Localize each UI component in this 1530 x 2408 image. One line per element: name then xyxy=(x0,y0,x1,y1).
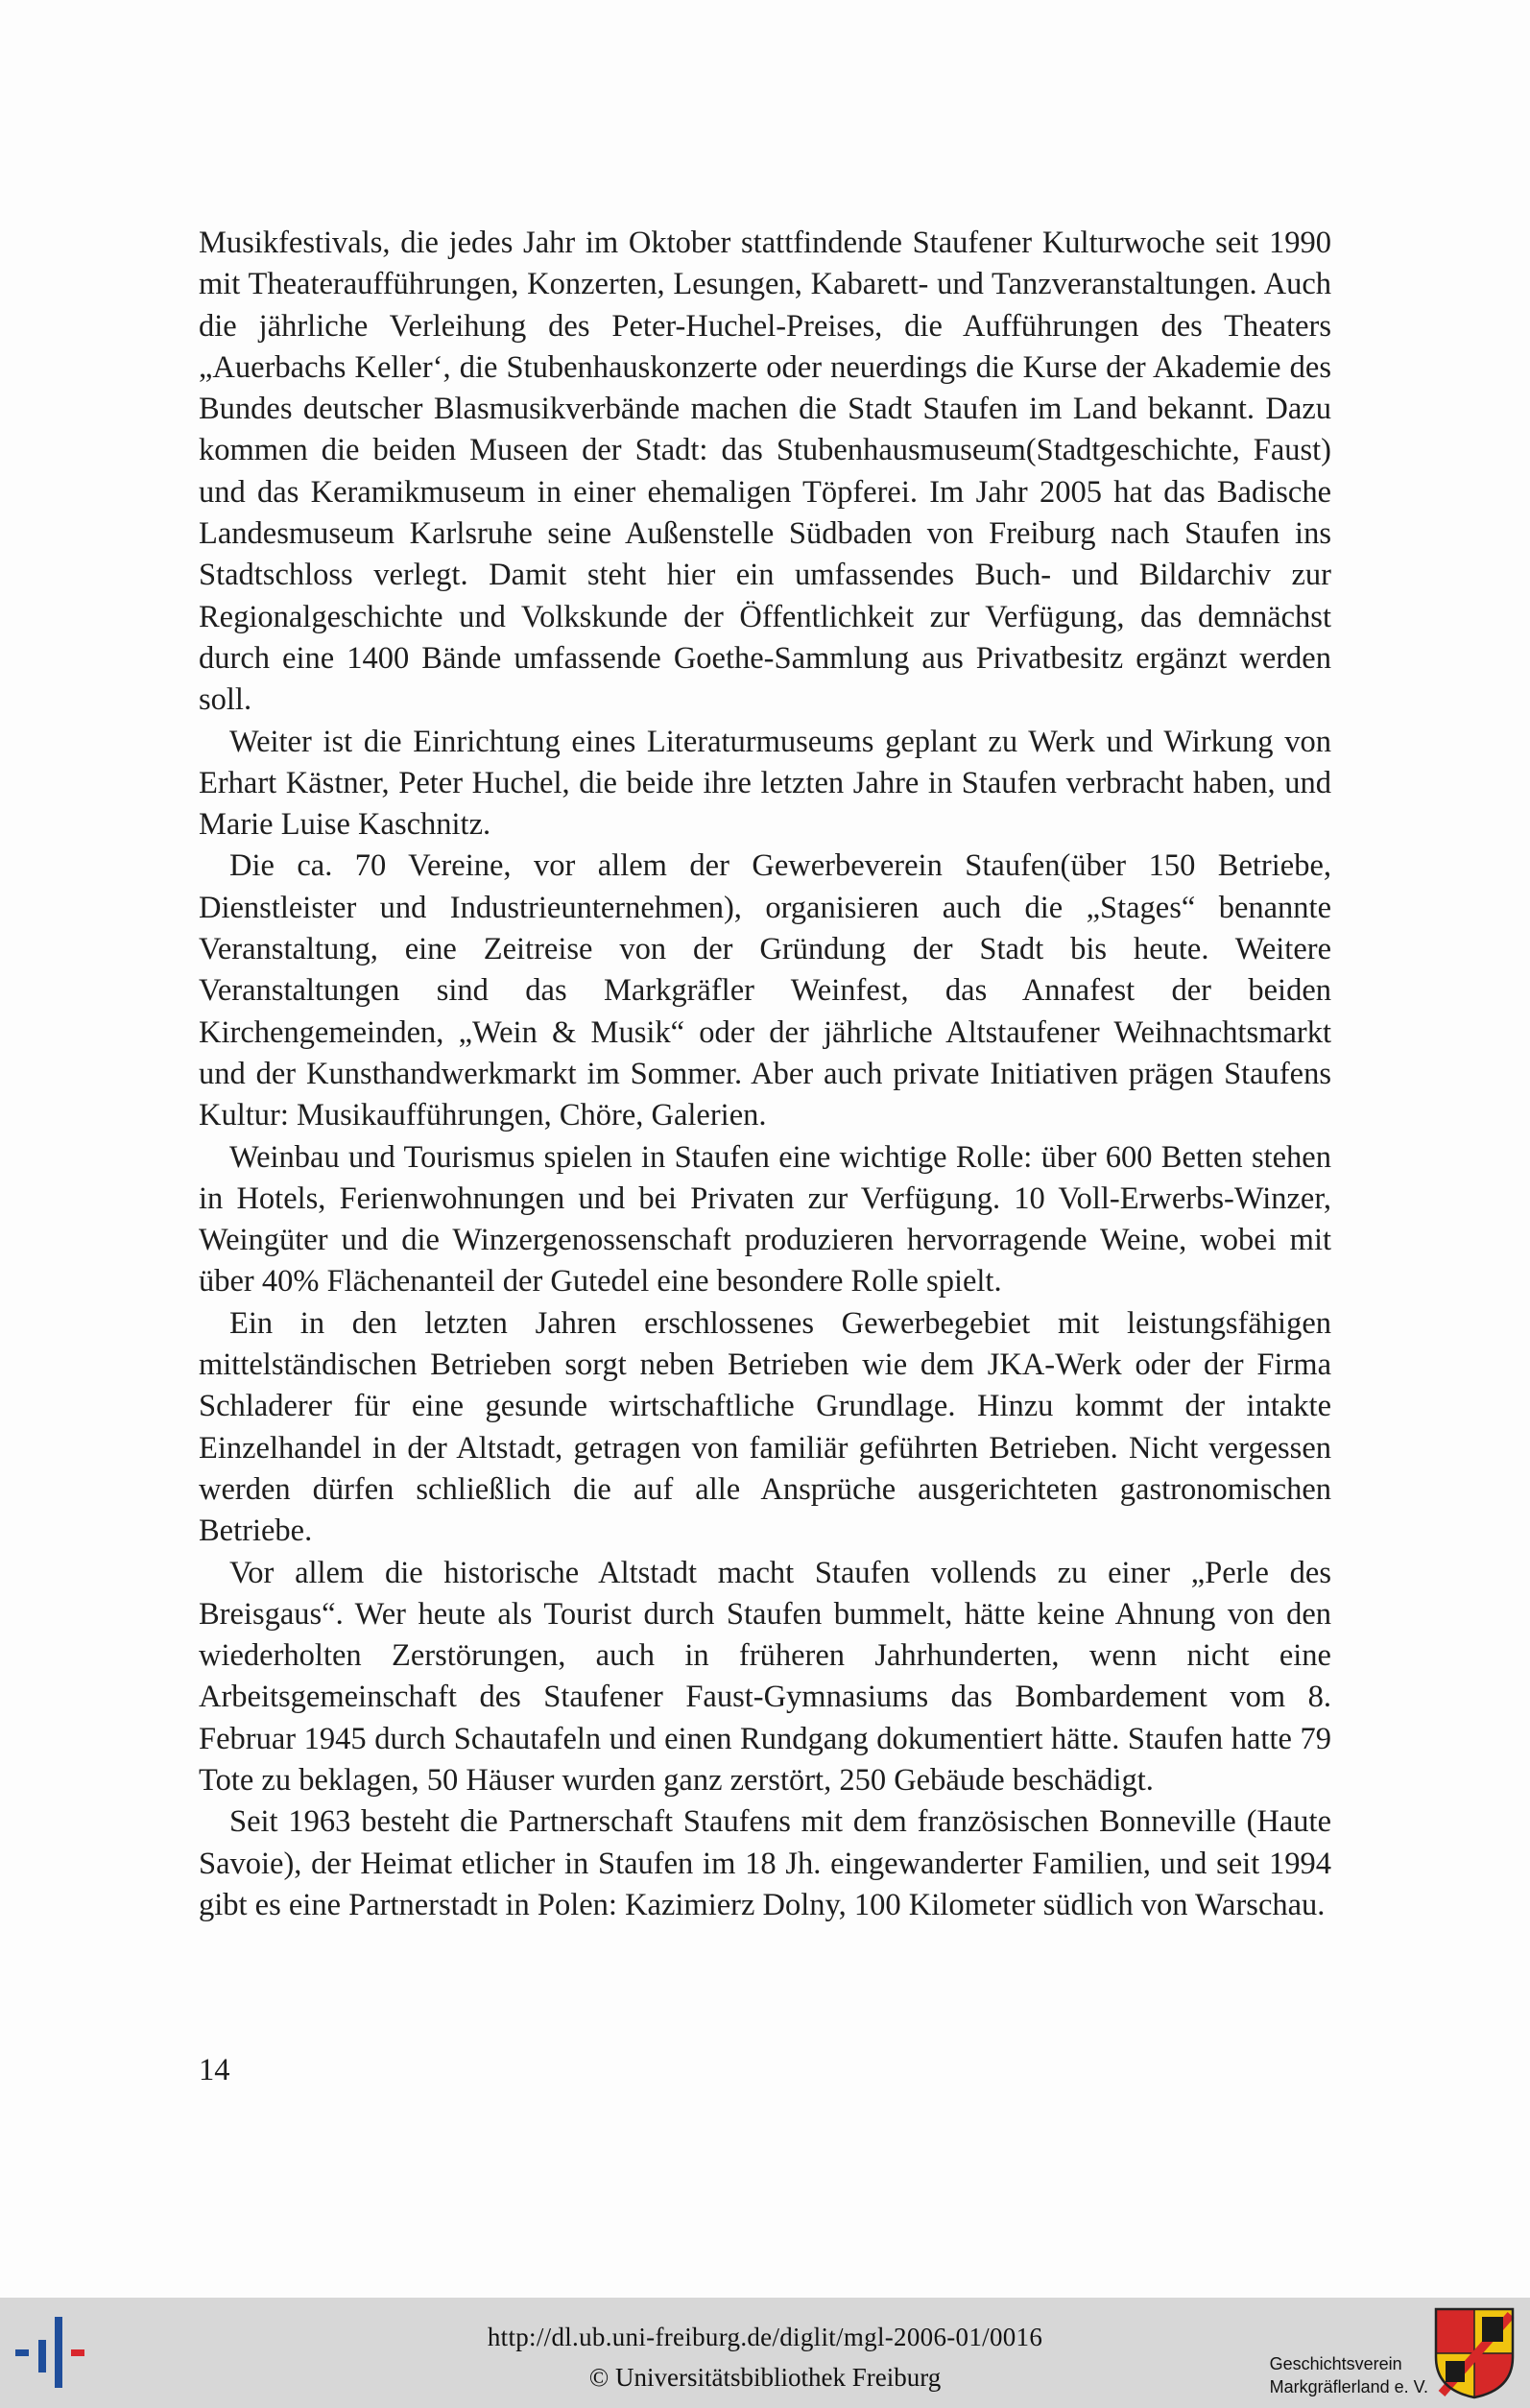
paragraph: Ein in den letzten Jahren erschlossenes Gewerbegebiet mit leistungsfähigen mittelständischen Betrieben sorgt neben Betrieben wie dem JKA-Werk oder der Firma Schladerer für eine gesunde wirtschaftliche Grundlage. Hinzu kommt der intakte Einzelhandel in der Altstadt, getragen von familiär geführten Betrieben. Nicht vergessen werden dürfen schließlich die auf alle Ansprüche ausgerichteten gastronomischen Betriebe. xyxy=(199,1305,1331,1549)
coat-of-arms-icon[interactable] xyxy=(1434,2307,1515,2399)
paragraph: Weiter ist die Einrichtung eines Literaturmuseums geplant zu Werk und Wirkung von Erhart Kästner, Peter Huchel, die beide ihre letzten Jahre in Staufen verbracht haben, und Marie Luise Kaschnitz. xyxy=(199,724,1331,843)
copyright-notice: © Universitätsbibliothek Freiburg xyxy=(588,2363,942,2392)
page-number: 14 xyxy=(199,2053,230,2087)
society-name xyxy=(1270,2352,1428,2398)
paragraph: Seit 1963 besteht die Partnerschaft Staufens mit dem französischen Bonneville (Haute Savoie), der Heimat etlicher in Staufen im 18 Jh. eingewanderter Familien, und seit 1994 gibt es eine Partnerstadt in Polen: Kazimierz Dolny, 100 Kilometer südlich von Warschau. xyxy=(199,1804,1331,1922)
paragraph: Musikfestivals, die jedes Jahr im Oktober stattfindende Staufener Kulturwoche seit 1990 mit Theateraufführungen, Konzerten, Lesungen, Kabarett- und Tanzveranstaltungen. Auch die jährliche Verleihung des Peter-Huchel-Preises, die Aufführungen des Theaters „Auerbachs Keller‘, die Stubenhauskonzerte oder neuerdings die Kurse der Akademie des Bundes deutscher Blasmusikverbände machen die Stadt Staufen im Land bekannt. Dazu kommen die beiden Museen der Stadt: das Stubenhausmuseum(Stadtgeschichte, Faust) und das Keramikmuseum in einer ehemaligen Töpferei. Im Jahr 2005 hat das Badische Landesmuseum Karlsruhe seine Außenstelle Südbaden von Freiburg nach Staufen ins Stadtschloss verlegt. Damit steht hier ein umfassendes Buch- und Bildarchiv zur Regionalgeschichte und Volkskunde der Öffentlichkeit zur Verfügung, das demnächst durch eine 1400 Bände umfassende Goethe-Sammlung aus Privatbesitz ergänzt werden soll. xyxy=(199,226,1331,718)
society-name-line: Geschichtsverein xyxy=(1269,2354,1402,2373)
document-url-link[interactable]: http://dl.ub.uni-freiburg.de/diglit/mgl-2006-01/0016 xyxy=(487,2323,1043,2351)
society-name-line: Markgräflerland e. V. xyxy=(1269,2377,1428,2396)
paragraph: Die ca. 70 Vereine, vor allem der Gewerbeverein Staufen(über 150 Betriebe, Dienstleister und Industrieunternehmen), organisieren auch die „Stages“ benannte Veranstaltung, eine Zeitreise von der Gründung der Stadt bis heute. Weitere Veranstaltungen sind das Markgräfler Weinfest, das Annafest der beiden Kirchengemeinden, „Wein & Musik“ oder der jährliche Altstaufener Weihnachtsmarkt und der Kunsthandwerkmarkt im Sommer. Aber auch private Initiativen prägen Staufens Kultur: Musikaufführungen, Chöre, Galerien. xyxy=(199,848,1331,1133)
paragraph: Vor allem die historische Altstadt macht Staufen vollends zu einer „Perle des Breisgaus“. Wer heute als Tourist durch Staufen bummelt, hätte keine Ahnung von den wiederholten Zerstörungen, auch in früheren Jahrhunderten, wenn nicht eine Arbeitsgemeinschaft des Staufener Faust-Gymnasiums das Bombardement vom 8. Februar 1945 durch Schautafeln und einen Rundgang dokumentiert hätte. Staufen hatte 79 Tote zu beklagen, 50 Häuser wurden ganz zerstört, 250 Gebäude beschädigt. xyxy=(199,1555,1331,1798)
body-text xyxy=(199,223,1331,1926)
paragraph: Weinbau und Tourismus spielen in Staufen eine wichtige Rolle: über 600 Betten stehen in Hotels, Ferienwohnungen und bei Privaten zur Verfügung. 10 Voll-Erwerbs-Winzer, Weingüter und die Winzergenossenschaft produzieren hervorragende Weine, wobei mit über 40% Flächenanteil der Gutedel eine besondere Rolle spielt. xyxy=(199,1139,1331,1299)
